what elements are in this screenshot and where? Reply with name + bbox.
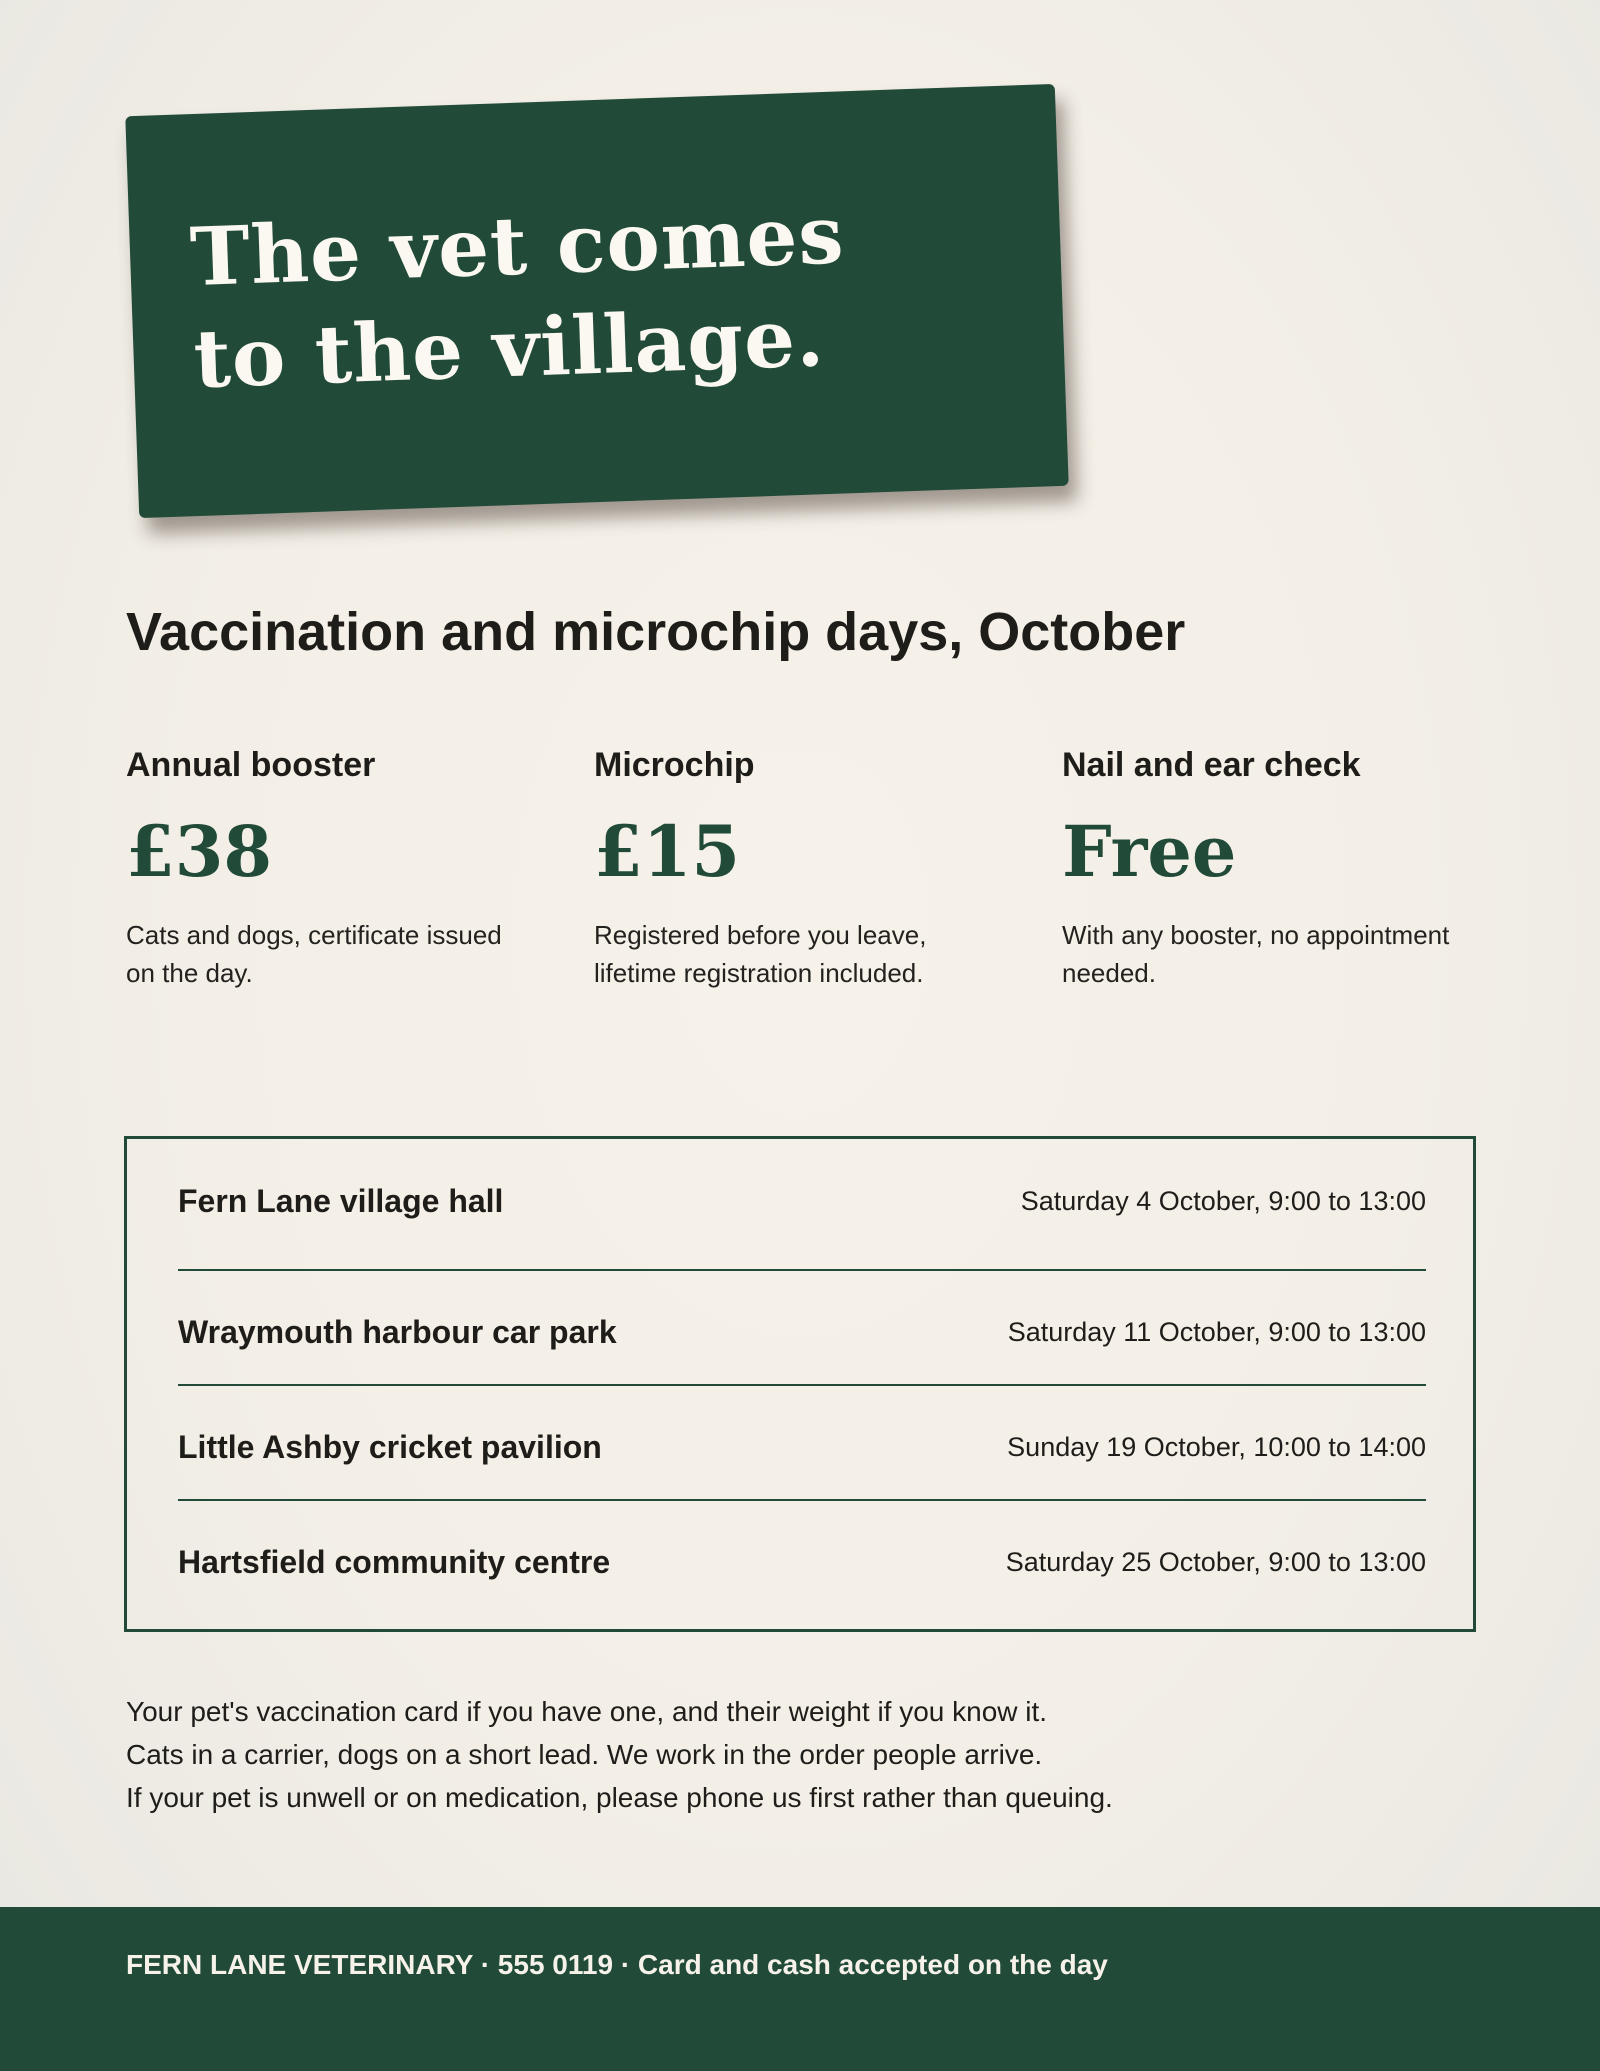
headline-line-2: to the village.: [192, 290, 827, 407]
service-price: £15: [594, 810, 741, 893]
services-section: [126, 740, 1526, 1010]
footer-bar: [0, 1907, 1600, 2071]
schedule-row: [178, 1269, 1426, 1386]
headline-line-1: The vet comes: [188, 187, 846, 305]
schedule-row: [178, 1139, 1426, 1254]
service-description: Registered before you leave, lifetime registration included.: [594, 920, 927, 988]
note-line: Cats in a carrier, dogs on a short lead. We work in the order people arrive.: [126, 1739, 1043, 1770]
service-name: Microchip: [594, 746, 755, 784]
schedule-location: Little Ashby cricket pavilion: [178, 1429, 602, 1465]
note-line: If your pet is unwell or on medication, please phone us first rather than queuing.: [126, 1782, 1113, 1813]
schedule-row: [178, 1384, 1426, 1501]
service-description: With any booster, no appointment needed.: [1062, 920, 1450, 988]
service-description: Cats and dogs, certificate issued on the day.: [126, 920, 502, 988]
visit-notes: [126, 1690, 1476, 1819]
schedule-row: [178, 1499, 1426, 1616]
service-name: Annual booster: [126, 746, 376, 784]
schedule-location: Wraymouth harbour car park: [178, 1314, 617, 1350]
service-price: £38: [126, 810, 273, 893]
schedule-location: Fern Lane village hall: [178, 1183, 504, 1219]
schedule-date: Saturday 11 October, 9:00 to 13:00: [1007, 1317, 1426, 1347]
schedule-date: Saturday 25 October, 9:00 to 13:00: [1005, 1547, 1426, 1577]
headline-banner: [125, 84, 1068, 518]
service-price: Free: [1062, 810, 1237, 893]
schedule-date: Sunday 19 October, 10:00 to 14:00: [1007, 1432, 1426, 1462]
event-subtitle: Vaccination and microchip days, October: [126, 602, 1186, 662]
headline-title: [188, 183, 849, 410]
footer-contact-text: FERN LANE VETERINARY · 555 0119 · Card and cash accepted on the day: [126, 1949, 1108, 1980]
schedule-table: [124, 1136, 1476, 1632]
service-annual-booster: [126, 740, 556, 992]
schedule-location: Hartsfield community centre: [178, 1544, 611, 1580]
service-nail-ear-check: [1062, 740, 1492, 992]
service-microchip: [594, 740, 1024, 992]
schedule-date: Saturday 4 October, 9:00 to 13:00: [1020, 1186, 1426, 1216]
service-name: Nail and ear check: [1062, 746, 1361, 784]
note-line: Your pet's vaccination card if you have one, and their weight if you know it.: [126, 1696, 1048, 1727]
